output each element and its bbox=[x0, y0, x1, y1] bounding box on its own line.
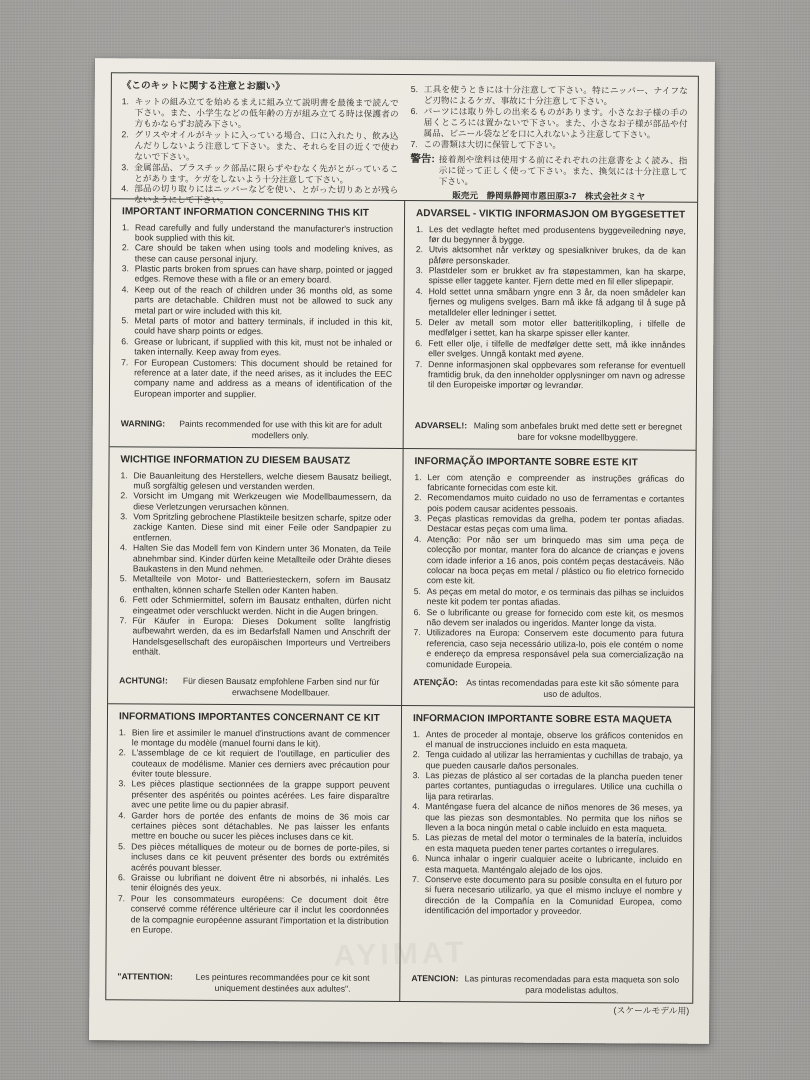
warning-text: 接着剤や塗料は使用する前にそれぞれの注意書をよく読み、指示に従って正しく使って下さい。また、換気には十分注意して下さい。 bbox=[438, 154, 688, 187]
list-item: Las piezas de metal del motor o terminales de la batería, incluidos en esta maqueta pueden tener partes cortantes o irregulares. bbox=[425, 832, 683, 855]
list-item: As peças em metal do motor, e os terminais das pilhas se incluidos neste kit podem ter pontas afiadas. bbox=[426, 585, 684, 608]
section-list bbox=[121, 222, 393, 400]
warning-label: ATENÇÃO: bbox=[413, 677, 458, 688]
list-item: Care should be taken when using tools and modeling knives, as these can cause personal injury. bbox=[134, 242, 393, 264]
list-item: Metal parts of motor and battery terminals, if included in this kit, could have sharp points or edges. bbox=[134, 315, 393, 337]
section-english bbox=[110, 199, 405, 448]
list-item: Peças plasticas removidas da grelha, podem ter pontas afiadas. Destacar estas peças com uma lima. bbox=[427, 513, 685, 535]
list-item: Se o lubrificante ou grease for fornecido com este kit, os mesmos não devem ser inalados ou ingeridos. Manter longe da vista. bbox=[426, 606, 684, 629]
list-item: Denne informasjonen skal oppbevares som referanse for eventuell framtidig bruk, da den inneholder opplysninger om navn og adresse til den Europeiske importør og levrandør. bbox=[427, 358, 686, 391]
list-item: Recomendamos muito cuidado no uso de ferramentas e cortantes pois podem causar acidentes pessoais. bbox=[427, 492, 685, 514]
list-item: Garder hors de portée des enfants de moins de 36 mois car certaines pièces sont détachables. Ne pas laisser les enfants mettre en bouche ou sucer les pièces incluses dans ce kit. bbox=[131, 809, 390, 843]
list-item: グリスやオイルがキットに入っている場合、口に入れたり、飲み込んだりしないよう注意して下さい。また、それらを目の近くで使わないで下さい。 bbox=[134, 129, 399, 162]
section-german bbox=[108, 446, 403, 705]
japanese-items-5-7 bbox=[410, 84, 687, 151]
warning-label: ATENCION: bbox=[411, 973, 459, 984]
list-item: 部品の切り取りにはニッパーなどを使い、とがった切りあとが残らないようにして下さい。 bbox=[134, 183, 399, 206]
section-title: INFORMAÇÃO IMPORTANTE SOBRE ESTE KIT bbox=[414, 456, 638, 469]
japanese-heading: 《このキットに関する注意とお願い》 bbox=[121, 80, 285, 93]
list-item: Fett eller olje, i tilfelle de medfølger dette sett, må ikke innåndes eller svelges. Unngå kontakt med øyene. bbox=[428, 337, 686, 360]
instruction-sheet bbox=[89, 58, 715, 1044]
list-item: Read carefully and fully understand the manufacturer's instruction book supplied with this kit. bbox=[134, 221, 394, 243]
section-title: ADVARSEL - VIKTIG INFORMASJON OM BYGGESETTET bbox=[416, 208, 686, 221]
list-item: Utvis aktsomhet når verktøy og spesialkniver brukes, da de kan påføre personskader. bbox=[428, 244, 686, 266]
list-item: 工具を使うときには十分注意して下さい。特にニッパー、ナイフなど刃物によるケガ、事故に十分注意して下さい。 bbox=[423, 84, 688, 107]
warning-label: ADVARSEL!: bbox=[414, 420, 468, 431]
list-item: Las piezas de plástico al ser cortadas de la plancha pueden tener partes cortantes, puntiagudas o irregulares. Utilice una cuchilla o lija para retirarlas. bbox=[425, 770, 683, 802]
warning-text: Les peintures recommandées pour ce kit sont uniquement destinées aux adultes". bbox=[195, 971, 370, 994]
section-warning bbox=[415, 413, 685, 442]
section-title: INFORMATIONS IMPORTANTES CONCERNANT CE KIT bbox=[118, 711, 380, 724]
list-item: Pour les consommateurs européens: Ce document doit être conservé comme référence ultérieure car il inclut les coordonnées de la compagnie européenne assurant l'importation et la distribution en Europe. bbox=[130, 893, 389, 935]
list-item: Graisse ou lubrifiant ne doivent être ni absorbés, ni inhalés. Les tenir éloignés des yeux. bbox=[130, 872, 390, 894]
japanese-left-column bbox=[121, 80, 399, 206]
section-japanese bbox=[111, 73, 698, 206]
warning-label: "ATTENTION: bbox=[117, 971, 173, 982]
list-item: Atenção: Por não ser um brinquedo mas sim uma peça de colecção por montar, manter fora do alcance de crianças e jovens com idade inferior a 16 anos, pois contém peças destacáveis. Não colocar na boca peças em metal / plástico ou fio eletrico fornecido com este kit. bbox=[426, 533, 685, 586]
distributor-line: 販売元 静岡県静岡市恩田原3-7 株式会社タミヤ bbox=[452, 190, 646, 202]
language-sections-grid bbox=[106, 199, 697, 1003]
japanese-warning bbox=[410, 154, 687, 188]
list-item: キットの組み立てを始めるまえに組み立て説明書を最後まで読んで下さい。また、小学生などの低年齢の方が組み立てる時は保護者の方もかならずお読み下さい。 bbox=[134, 96, 399, 130]
section-title: INFORMACION IMPORTANTE SOBRE ESTA MAQUETA bbox=[412, 713, 673, 726]
list-item: Des pièces métalliques de moteur ou de bornes de porte-piles, si incluses dans ce kit peuvent présenter des bords ou extrémités acérés pouvant blesser. bbox=[131, 841, 390, 873]
list-item: Keep out of the reach of children under 36 months old, as some parts are detachable. Children must not be allowed to suck any metal part or wire included with this kit. bbox=[134, 284, 393, 316]
list-item: Die Bauanleitung des Herstellers, welche diesem Bausatz beiliegt, muß sorgfältig gelesen und verstanden werden. bbox=[133, 469, 392, 492]
list-item: Les pièces plastique sectionnées de la grappe support peuvent présenter des aspérités ou pointes acérées. Les faire disparaître avec une petite lime ou du papier abrasif. bbox=[131, 778, 390, 811]
section-list bbox=[413, 472, 684, 671]
section-warning bbox=[117, 964, 388, 993]
list-item: Für Käufer in Europa: Dieses Dokument sollte langfristig aufbewahrt werden, da es im Bedarfsfall Namen und Anschrift der Handelsgesellschaft des europäischen Importeurs und Vertreibers enthält. bbox=[132, 615, 391, 657]
section-warning bbox=[413, 670, 683, 699]
list-item: Bien lire et assimiler le manuel d'instructions avant de commencer le montage du modèle (manuel fourni dans le kit). bbox=[131, 726, 390, 749]
list-item: パーツには取り外しの出来るものがあります。小さなお子様の手の届くところには置かないで下さい。また、小さなお子様が部品や付属品、ビニール袋などを口に入れないよう注意して下さい。 bbox=[423, 105, 688, 140]
section-list bbox=[412, 729, 683, 918]
list-item: Plastdeler som er brukket av fra støpestammen, kan ha skarpe, spisse eller taggete kanter. Fjern dette med en fil eller slipepapir. bbox=[428, 265, 686, 288]
warning-text: Las pinturas recomendadas para esta maqueta son solo para modelistas adultos. bbox=[464, 973, 680, 995]
warning-label: ACHTUNG!: bbox=[119, 675, 168, 686]
list-item: Manténgase fuera del alcance de niños menores de 36 meses, ya que las piezas son desmontables. No permita que los niños se lleven a la boca ningún metal o cable incluido en esta maqueta. bbox=[425, 801, 683, 834]
list-item: Conserve este documento para su posible consulta en el futuro por si fuera necesario utilizarlo, ya que el mismo incluye el nombre y dirección de la Compañía en la Comunidad Europea, como identificación del importador y proveedor. bbox=[424, 874, 683, 917]
list-item: Grease or lubricant, if supplied with this kit, must not be inhaled or taken internally. Keep away from eyes. bbox=[134, 336, 393, 358]
list-item: Les det vedlagte heftet med produsentens byggeveiledning nøye, før du begynner å bygge. bbox=[428, 223, 686, 245]
japanese-items-1-4 bbox=[121, 96, 399, 207]
list-item: Antes de proceder al montaje, observe los gráficos contenidos en el manual de instrucciones incluido en esta maqueta. bbox=[425, 728, 683, 751]
section-title: IMPORTANT INFORMATION CONCERNING THIS KIT bbox=[122, 206, 369, 219]
footer-note: (スケールモデル用) bbox=[613, 1005, 690, 1016]
list-item: 金属部品、プラスチック部品に限らずやむなく先がとがっていることがあります。ケガをしないよう十分注意して下さい。 bbox=[134, 161, 399, 185]
list-item: Vorsicht im Umgang mit Werkzeugen wie Modellbaumessern, da diese Verletzungen verursachen können. bbox=[133, 490, 392, 512]
section-warning bbox=[121, 411, 392, 440]
section-french bbox=[106, 703, 401, 1001]
content-frame bbox=[105, 72, 699, 1004]
list-item: Utilizadores na Europa: Conservem este documento para futura referencia, caso seja necessário utiliza-lo, pois ele contém o nome e endereço da empresa responsável pela sua comercialização na comunidade Europeia. bbox=[426, 627, 684, 670]
section-warning bbox=[119, 668, 390, 697]
section-warning bbox=[411, 966, 681, 995]
list-item: Nunca inhalar o ingerir cualquier aceite o lubricante, incluido en esta maqueta. Manténgalo alejado de los ojos. bbox=[425, 853, 683, 875]
warning-label: 警告: bbox=[410, 153, 435, 166]
list-item: この書類は大切に保管して下さい。 bbox=[423, 138, 562, 150]
section-spanish bbox=[399, 705, 694, 1003]
list-item: Plastic parts broken from sprues can have sharp, pointed or jagged edges. Remove these with a file or an emery board. bbox=[134, 263, 393, 286]
list-item: For European Customers: This document should be retained for reference at a later date, if the need arises, as it includes the EEC company name and address as a means of identification of the European importer and supplier. bbox=[133, 356, 393, 399]
list-item: Vom Spritzling gebrochene Plastikteile besitzen scharfe, spitze oder zackige Kanten. Diese sind mit einer Feile oder Sandpapier zu entfernen. bbox=[133, 511, 392, 543]
section-list bbox=[415, 224, 686, 392]
list-item: Deler av metall som motor eller batteritilkopling, i tilfelle de medfølger i settet, kan ha skarpe spisser eller kanter. bbox=[428, 317, 686, 339]
list-item: Halten Sie das Modell fern von Kindern unter 36 Monaten, da Teile abnehmbar sind. Kinder dürfen keine Metallteile oder Drähte dieses Baukastens in den Mund nehmen. bbox=[132, 542, 392, 575]
list-item: L'assemblage de ce kit requiert de l'outillage, en particulier des couteaux de modélisme. Manier ces derniers avec précaution pour éviter toute blessure. bbox=[131, 747, 390, 779]
section-norwegian bbox=[403, 201, 698, 450]
japanese-right-column bbox=[410, 82, 688, 202]
list-item: Tenga cuidado al utilizar las herramientas y cuchillas de trabajo, ya que pueden causarle daños personales. bbox=[425, 749, 683, 771]
section-list bbox=[119, 470, 391, 659]
list-item: Fett oder Schmiermittel, sofern im Bausatz enthalten, dürfen nicht eingeatmet oder verschluckt werden. Nicht in die Augen bringen. bbox=[132, 594, 391, 617]
warning-label: WARNING: bbox=[120, 418, 166, 429]
section-portuguese bbox=[401, 448, 696, 707]
warning-text: Für diesen Bausatz empfohlene Farben sind nur für erwachsene Modellbauer. bbox=[182, 675, 380, 698]
list-item: Hold settet unna småbarn yngre enn 3 år, da noen smådeler kan fjernes og muligens svelges. Barn må ikke få adgang til å suge på metalldeler eller ledninger i settet. bbox=[428, 286, 686, 318]
list-item: Ler com atenção e compreender as instruções gráficas do fabricante fornecidas com este kit. bbox=[427, 471, 685, 493]
list-item: Metallteile von Motor- und Batteriesteckern, sofern im Bausatz enthalten, können scharfe Stellen oder Kanten haben. bbox=[132, 573, 391, 596]
section-title: WICHTIGE INFORMATION ZU DIESEM BAUSATZ bbox=[120, 454, 351, 467]
warning-text: Paints recommended for use with this kit are for adult modellers only. bbox=[179, 418, 382, 441]
warning-text: As tintas recomendadas para este kit são sómente para uso de adultos. bbox=[466, 677, 679, 699]
warning-text: Maling som anbefales brukt med dette sett er beregnet bare for voksne modellbyggere. bbox=[473, 420, 683, 443]
ghost-watermark: TAMIYA bbox=[329, 936, 464, 973]
section-list bbox=[118, 727, 390, 936]
